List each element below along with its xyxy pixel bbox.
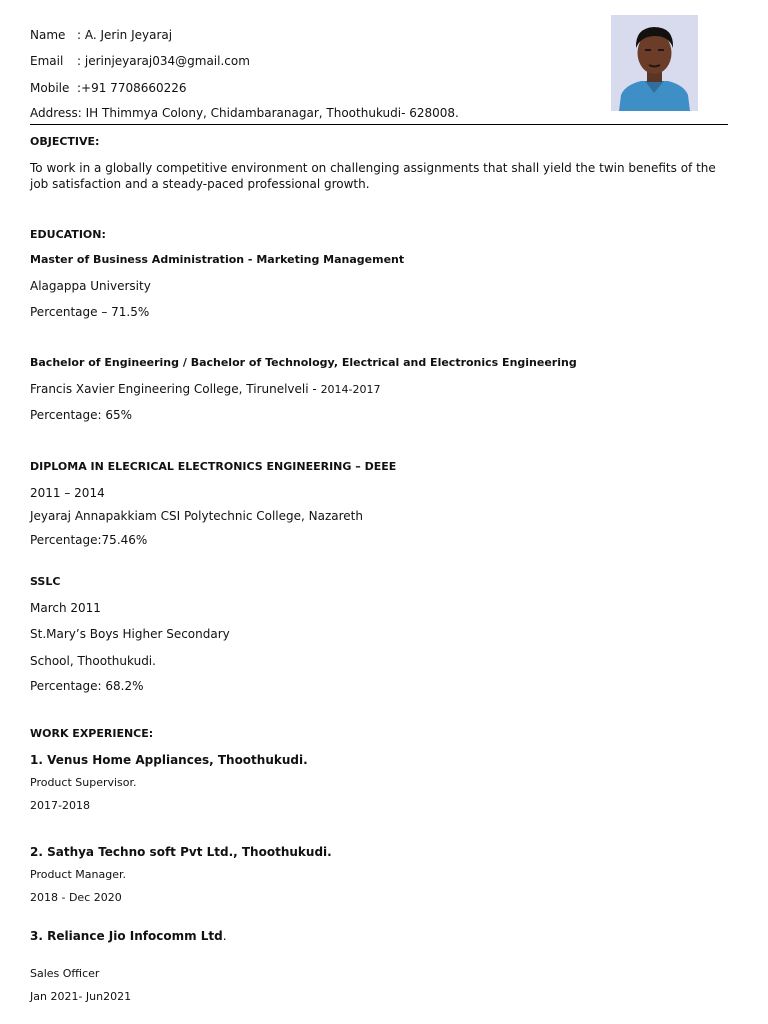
diploma-title: DIPLOMA IN ELECRICAL ELECTRONICS ENGINEERING – DEEE (30, 460, 397, 473)
sslc-percentage: Percentage: 68.2% (30, 679, 144, 693)
be-percentage: Percentage: 65% (30, 408, 133, 422)
person-photo-icon (611, 15, 698, 111)
objective-heading: OBJECTIVE: (30, 135, 100, 148)
profile-photo (611, 15, 698, 111)
job2-role: Product Manager. (30, 868, 126, 881)
contact-name-row (30, 27, 172, 43)
sslc-title: SSLC (30, 575, 61, 588)
contact-email-row (30, 53, 250, 69)
be-institution: Francis Xavier Engineering College, Tirunelveli - (30, 382, 317, 396)
sslc-school-line2: School, Thoothukudi. (30, 654, 156, 668)
mobile-value: :+91 7708660226 (77, 81, 187, 95)
name-value: : A. Jerin Jeyaraj (77, 28, 173, 42)
be-title: Bachelor of Engineering / Bachelor of Technology, Electrical and Electronics Engineering (30, 356, 577, 369)
email-label: Email (30, 54, 64, 68)
sslc-date: March 2011 (30, 601, 101, 615)
job3-company-suffix: . (222, 929, 227, 943)
work-heading: WORK EXPERIENCE: (30, 727, 154, 740)
education-heading: EDUCATION: (30, 228, 106, 241)
mba-percentage: Percentage – 71.5% (30, 305, 150, 319)
email-value: : jerinjeyaraj034@gmail.com (77, 54, 250, 68)
objective-text: To work in a globally competitive environment on challenging assignments that shall yield the twin benefits of the job satisfaction and a steady-paced professional growth. (30, 161, 716, 191)
job1-company: 1. Venus Home Appliances, Thoothukudi. (30, 753, 308, 767)
address-line: Address: IH Thimmya Colony, Chidambaranagar, Thoothukudi- 628008. (30, 106, 459, 120)
diploma-years: 2011 – 2014 (30, 486, 105, 500)
sslc-school-line1: St.Mary’s Boys Higher Secondary (30, 627, 230, 641)
mobile-label: Mobile (30, 81, 70, 95)
be-years: 2014-2017 (320, 383, 381, 396)
name-label: Name (30, 28, 66, 42)
job1-role: Product Supervisor. (30, 776, 137, 789)
diploma-institution: Jeyaraj Annapakkiam CSI Polytechnic College, Nazareth (30, 509, 363, 523)
be-institution-row (30, 381, 381, 398)
job2-company: 2. Sathya Techno soft Pvt Ltd., Thoothukudi. (30, 845, 332, 859)
mba-institution: Alagappa University (30, 279, 151, 293)
header-divider (30, 124, 728, 125)
mba-title: Master of Business Administration - Marketing Management (30, 253, 405, 266)
diploma-percentage: Percentage:75.46% (30, 533, 148, 547)
job3-role: Sales Officer (30, 967, 100, 980)
job1-period: 2017-2018 (30, 799, 90, 812)
contact-mobile-row (30, 80, 187, 96)
job3-company-row (30, 928, 227, 944)
job2-period: 2018 - Dec 2020 (30, 891, 122, 904)
job3-company: 3. Reliance Jio Infocomm Ltd (30, 929, 223, 943)
job3-period: Jan 2021- Jun2021 (30, 990, 132, 1003)
